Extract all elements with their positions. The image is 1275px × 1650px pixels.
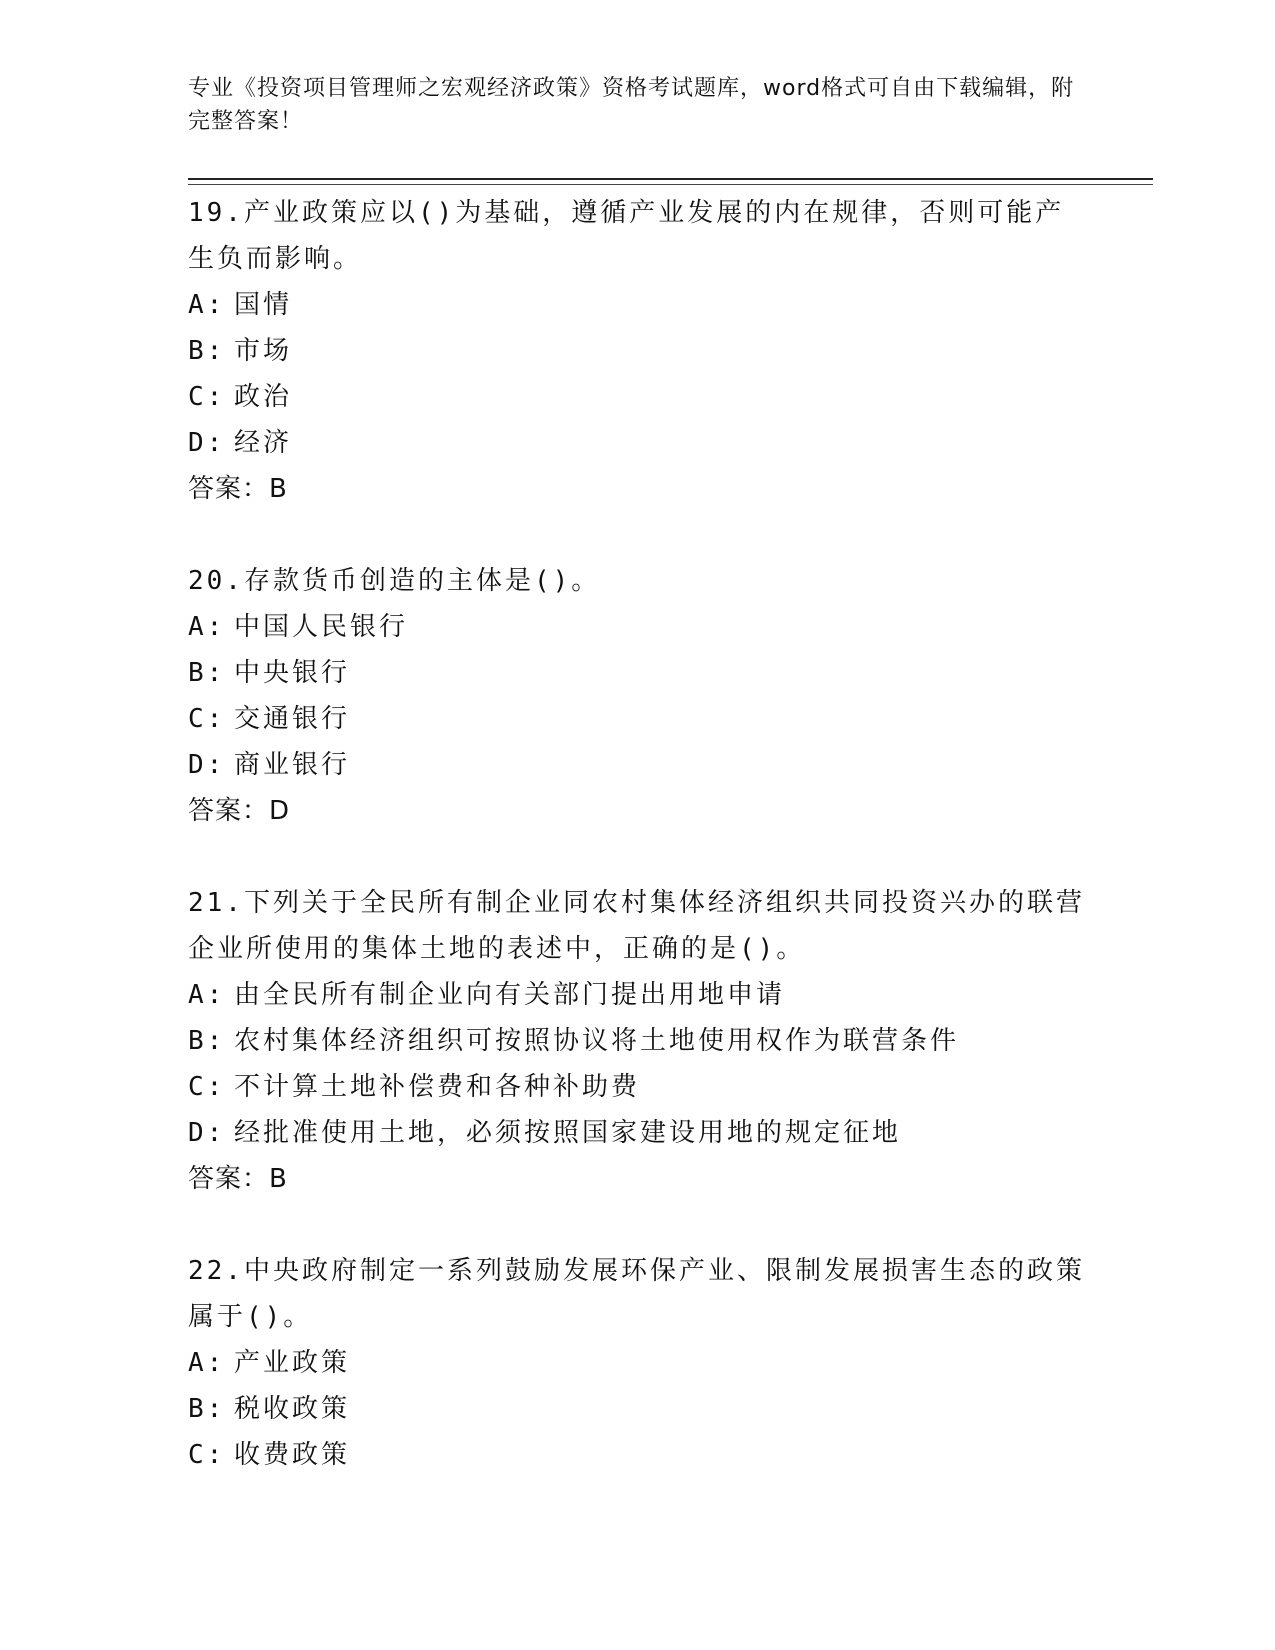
question-list	[188, 190, 1088, 1524]
question-21	[188, 880, 1088, 1202]
option-text: 政治	[234, 382, 293, 412]
option-letter: B:	[188, 336, 226, 366]
option-d	[188, 742, 1088, 788]
option-b	[188, 1018, 1088, 1064]
option-letter: D:	[188, 428, 226, 458]
header-divider-thick	[188, 178, 1153, 180]
option-letter: A:	[188, 612, 226, 642]
option-letter: A:	[188, 1348, 226, 1378]
question-stem: 20.存款货币创造的主体是()。	[188, 566, 601, 596]
option-a	[188, 604, 1088, 650]
option-letter: D:	[188, 1118, 226, 1148]
option-c	[188, 1064, 1088, 1110]
option-text: 由全民所有制企业向有关部门提出用地申请	[234, 980, 786, 1010]
option-letter: C:	[188, 704, 226, 734]
option-b	[188, 328, 1088, 374]
option-c	[188, 1432, 1088, 1478]
option-d	[188, 420, 1088, 466]
option-letter: D:	[188, 750, 226, 780]
question-19	[188, 190, 1088, 512]
question-20	[188, 558, 1088, 834]
option-b	[188, 650, 1088, 696]
option-text: 中央银行	[234, 658, 351, 688]
option-text: 收费政策	[234, 1440, 351, 1470]
question-stem: 19.产业政策应以()为基础，遵循产业发展的内在规律，否则可能产生负而影响。	[188, 198, 1065, 274]
option-letter: A:	[188, 290, 226, 320]
option-text: 产业政策	[234, 1348, 351, 1378]
document-header: 专业《投资项目管理师之宏观经济政策》资格考试题库，word格式可自由下载编辑，附完整答案！	[188, 76, 1075, 134]
option-a	[188, 1340, 1088, 1386]
option-d	[188, 1110, 1088, 1156]
header-divider-thin	[188, 184, 1153, 185]
answer-line: 答案：B	[188, 1164, 288, 1194]
option-text: 中国人民银行	[234, 612, 409, 642]
question-stem: 21.下列关于全民所有制企业同农村集体经济组织共同投资兴办的联营企业所使用的集体土地的表述中，正确的是()。	[188, 888, 1085, 964]
option-text: 市场	[234, 336, 293, 366]
option-text: 不计算土地补偿费和各种补助费	[234, 1072, 641, 1102]
option-text: 农村集体经济组织可按照协议将土地使用权作为联营条件	[234, 1026, 960, 1056]
option-text: 经济	[234, 428, 293, 458]
answer-line: 答案：B	[188, 474, 288, 504]
option-text: 国情	[234, 290, 293, 320]
option-letter: B:	[188, 658, 226, 688]
question-22	[188, 1248, 1088, 1478]
option-c	[188, 374, 1088, 420]
option-c	[188, 696, 1088, 742]
option-text: 经批准使用土地，必须按照国家建设用地的规定征地	[234, 1118, 902, 1148]
answer-line: 答案：D	[188, 796, 291, 826]
option-letter: C:	[188, 1440, 226, 1470]
question-stem: 22.中央政府制定一系列鼓励发展环保产业、限制发展损害生态的政策属于()。	[188, 1256, 1085, 1332]
option-text: 商业银行	[234, 750, 351, 780]
option-letter: B:	[188, 1394, 226, 1424]
option-letter: C:	[188, 1072, 226, 1102]
option-letter: B:	[188, 1026, 226, 1056]
option-a	[188, 972, 1088, 1018]
option-text: 税收政策	[234, 1394, 351, 1424]
option-a	[188, 282, 1088, 328]
option-b	[188, 1386, 1088, 1432]
option-text: 交通银行	[234, 704, 351, 734]
option-letter: C:	[188, 382, 226, 412]
option-letter: A:	[188, 980, 226, 1010]
